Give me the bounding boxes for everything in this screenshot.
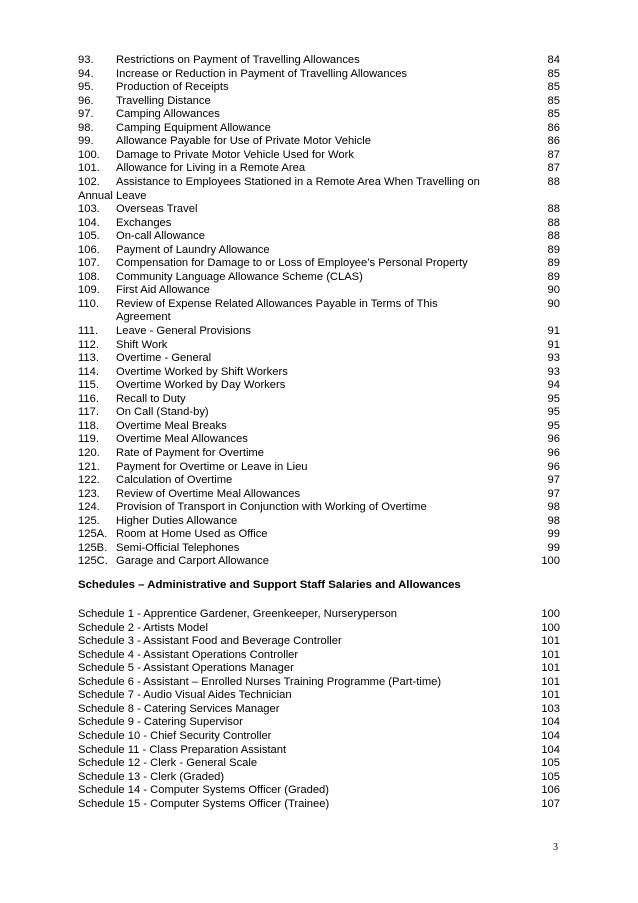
toc-entry-title: Overtime - General <box>116 352 212 365</box>
toc-entry-page: 89 <box>547 270 560 283</box>
toc-entry-page: 95 <box>547 419 560 432</box>
toc-entry-title: Restrictions on Payment of Travelling Allowances <box>116 54 360 66</box>
toc-entry-number: 119. <box>78 433 99 446</box>
schedule-entry-title: Schedule 10 - Chief Security Controller <box>78 729 272 742</box>
toc-entry <box>78 461 562 475</box>
toc-entry-number: 124. <box>78 501 100 514</box>
toc-entry-title: Shift Work <box>116 338 168 351</box>
schedule-entry <box>78 730 562 744</box>
toc-entry-page: 97 <box>547 474 560 487</box>
toc-entry <box>78 325 562 339</box>
toc-entry-page: 87 <box>547 162 560 175</box>
toc-entry-title: Garage and Carport Allowance <box>116 555 269 568</box>
toc-entry-title: Increase or Reduction in Payment of Travelling Allowances <box>116 67 408 80</box>
schedule-entry-page: 104 <box>541 729 560 742</box>
toc-entry-title: Allowance for Living in a Remote Area <box>116 162 306 175</box>
schedule-entry-title: Schedule 7 - Audio Visual Aides Technician <box>78 689 292 702</box>
schedule-entry <box>78 649 562 663</box>
toc-entry-number: 100. <box>78 148 100 161</box>
toc-entry-number: 99. <box>78 135 94 148</box>
schedule-entry-title: Schedule 11 - Class Preparation Assistant <box>78 743 287 756</box>
toc-entry <box>78 149 562 163</box>
toc-entry-title: Leave - General Provisions <box>116 325 251 337</box>
toc-entry-number: 96. <box>78 94 94 107</box>
toc-entry-continuation <box>78 311 562 325</box>
toc-entry-continuation <box>78 190 562 204</box>
toc-entry <box>78 203 562 217</box>
toc-entry-page: 85 <box>547 67 560 80</box>
toc-entry-page: 85 <box>547 108 560 121</box>
toc-entry-title: Overseas Travel <box>116 203 198 216</box>
toc-entry <box>78 393 562 407</box>
schedule-entry-title: Schedule 9 - Catering Supervisor <box>78 716 243 729</box>
toc-entry-page: 97 <box>547 487 560 500</box>
schedule-entry <box>78 689 562 703</box>
toc-entry-number: 105. <box>78 230 100 243</box>
schedule-entry <box>78 635 562 649</box>
toc-entry-page: 86 <box>547 121 560 134</box>
toc-entry-title: Payment of Laundry Allowance <box>116 243 270 256</box>
page-number: 3 <box>553 842 558 853</box>
toc-entry-page: 91 <box>547 338 560 351</box>
toc-entry-title: Semi-Official Telephones <box>116 541 240 554</box>
toc-entry-page: 90 <box>547 297 560 310</box>
toc-entry-page: 95 <box>547 392 560 405</box>
toc-entry-title: Camping Equipment Allowance <box>116 121 271 134</box>
toc-entry-title: Travelling Distance <box>116 94 211 107</box>
toc-entry-title: Rate of Payment for Overtime <box>116 446 264 459</box>
toc-entry <box>78 366 562 380</box>
toc-entry-page: 94 <box>547 379 560 392</box>
schedule-entry <box>78 771 562 785</box>
toc-entry-number: 116. <box>78 392 99 405</box>
toc-entry-title: On Call (Stand-by) <box>116 406 209 419</box>
toc-entry <box>78 271 562 285</box>
toc-entry-title: Higher Duties Allowance <box>116 514 238 527</box>
toc-entry-page: 89 <box>547 257 560 270</box>
toc-entry-number: 103. <box>78 203 100 216</box>
schedule-entry <box>78 798 562 812</box>
toc-entry-page: 88 <box>547 175 560 188</box>
toc-entry-page: 84 <box>547 54 560 66</box>
toc-entry <box>78 81 562 95</box>
toc-entry-title: Review of Expense Related Allowances Payable in Terms of This <box>116 297 438 310</box>
toc-entry <box>78 135 562 149</box>
toc-entry-title: Overtime Worked by Day Workers <box>116 379 286 392</box>
toc-entry-page: 99 <box>547 528 560 541</box>
schedule-entry-page: 101 <box>541 675 560 688</box>
schedule-entry-page: 104 <box>541 716 560 729</box>
schedule-entry <box>78 676 562 690</box>
toc-entry-number: 110. <box>78 297 99 310</box>
toc-entry-title: Overtime Meal Allowances <box>116 433 248 446</box>
toc-entry <box>78 420 562 434</box>
toc-entry <box>78 230 562 244</box>
toc-entry-title: Room at Home Used as Office <box>116 528 268 541</box>
toc-entry-number: 121. <box>78 460 100 473</box>
schedule-entry <box>78 784 562 798</box>
schedule-entry-page: 105 <box>541 770 560 783</box>
schedule-entry-page: 100 <box>541 621 560 634</box>
toc-entry <box>78 162 562 176</box>
schedule-entry <box>78 744 562 758</box>
toc-entry-number: 101. <box>78 162 100 175</box>
toc-entry-title: Provision of Transport in Conjunction with Working of Overtime <box>116 501 427 514</box>
toc-entry-page: 88 <box>547 216 560 229</box>
toc-entry-page: 90 <box>547 284 560 297</box>
toc-entry <box>78 542 562 556</box>
toc-entry-title: Calculation of Overtime <box>116 474 233 487</box>
toc-entry <box>78 474 562 488</box>
schedule-entry-title: Schedule 3 - Assistant Food and Beverage Controller <box>78 635 342 648</box>
toc-entry-number: 125C. <box>78 555 108 568</box>
toc-entry-title: Overtime Worked by Shift Workers <box>116 365 288 378</box>
toc-entry-number: 93. <box>78 54 94 66</box>
schedule-entry-page: 104 <box>541 743 560 756</box>
toc-entry <box>78 528 562 542</box>
schedule-entry-page: 106 <box>541 784 560 797</box>
toc-entry <box>78 433 562 447</box>
toc-entry-page: 96 <box>547 433 560 446</box>
toc-entry-title: Community Language Allowance Scheme (CLAS) <box>116 270 363 283</box>
toc-entry-number: 107. <box>78 257 100 270</box>
toc-entry-page: 89 <box>547 243 560 256</box>
toc-entry <box>78 406 562 420</box>
toc-entry-page: 93 <box>547 352 560 365</box>
toc-entry <box>78 298 562 312</box>
toc-entry-page: 85 <box>547 81 560 94</box>
toc-entry-page: 86 <box>547 135 560 148</box>
schedule-entry-page: 101 <box>541 662 560 675</box>
toc-entry-page: 96 <box>547 446 560 459</box>
toc-entry-title: Payment for Overtime or Leave in Lieu <box>116 460 308 473</box>
schedules-heading: Schedules – Administrative and Support Staff Salaries and Allowances <box>78 579 461 591</box>
schedule-entry-page: 107 <box>541 797 560 810</box>
schedule-entry-page: 103 <box>541 702 560 715</box>
toc-entry-number: 117. <box>78 406 99 419</box>
schedule-entry-title: Schedule 15 - Computer Systems Officer (Trainee) <box>78 797 330 810</box>
schedule-entry <box>78 622 562 636</box>
schedule-entry-title: Schedule 5 - Assistant Operations Manager <box>78 662 294 675</box>
toc-entry-continuation-text: Agreement <box>116 311 171 324</box>
toc-entry <box>78 217 562 231</box>
toc-entry-number: 108. <box>78 270 100 283</box>
schedule-entry-page: 101 <box>541 635 560 648</box>
toc-entry-number: 125. <box>78 514 100 527</box>
toc-entry <box>78 122 562 136</box>
schedule-entry-title: Schedule 2 - Artists Model <box>78 621 208 634</box>
toc-entry-number: 115. <box>78 379 99 392</box>
toc-entry-page: 88 <box>547 230 560 243</box>
toc-entry-number: 125B. <box>78 541 108 554</box>
schedule-entry <box>78 757 562 771</box>
schedule-entry <box>78 608 562 622</box>
toc-entry-number: 111. <box>78 325 99 337</box>
schedule-entry-title: Schedule 4 - Assistant Operations Controller <box>78 648 299 661</box>
toc-entry-title: Exchanges <box>116 216 172 229</box>
toc-entry-title: Compensation for Damage to or Loss of Employee’s Personal Property <box>116 257 468 270</box>
toc-entry <box>78 447 562 461</box>
schedule-entry-title: Schedule 12 - Clerk - General Scale <box>78 757 258 770</box>
toc-entry-page: 96 <box>547 460 560 473</box>
toc-entry <box>78 488 562 502</box>
toc-entry-page: 93 <box>547 365 560 378</box>
schedule-entry-title: Schedule 13 - Clerk (Graded) <box>78 770 225 783</box>
toc-entry <box>78 176 562 190</box>
toc-entry <box>78 54 562 68</box>
toc-entry-number: 120. <box>78 446 100 459</box>
toc-entry-title: Overtime Meal Breaks <box>116 419 227 432</box>
toc-entry-title: Recall to Duty <box>116 392 186 405</box>
toc-entry-page: 100 <box>541 555 560 568</box>
toc-entry-number: 123. <box>78 487 100 500</box>
schedule-entry-page: 101 <box>541 689 560 702</box>
toc-entry <box>78 95 562 109</box>
schedule-entry-page: 101 <box>541 648 560 661</box>
schedule-entry <box>78 703 562 717</box>
toc-entry <box>78 108 562 122</box>
toc-entry-title: On-call Allowance <box>116 230 205 243</box>
schedule-entry <box>78 662 562 676</box>
toc-entry-number: 94. <box>78 67 94 80</box>
schedule-entry-title: Schedule 1 - Apprentice Gardener, Greenkeeper, Nurseryperson <box>78 608 398 620</box>
toc-entry-page: 98 <box>547 501 560 514</box>
toc-entry <box>78 379 562 393</box>
toc-entry <box>78 501 562 515</box>
toc-entry-number: 109. <box>78 284 100 297</box>
toc-entry-page: 91 <box>547 325 560 337</box>
toc-entry-title: Production of Receipts <box>116 81 229 94</box>
toc-entry-title: Assistance to Employees Stationed in a Remote Area When Travelling on <box>116 175 480 188</box>
toc-entry-title: Camping Allowances <box>116 108 220 121</box>
schedule-entry-title: Schedule 6 - Assistant – Enrolled Nurses Training Programme (Part-time) <box>78 675 442 688</box>
toc-entry-number: 122. <box>78 474 100 487</box>
toc-entry <box>78 515 562 529</box>
toc-entry-page: 99 <box>547 541 560 554</box>
toc-entry-page: 87 <box>547 148 560 161</box>
toc-entry <box>78 555 562 569</box>
toc-entry-number: 97. <box>78 108 94 121</box>
toc-entry <box>78 244 562 258</box>
toc-entry-page: 95 <box>547 406 560 419</box>
toc-entry-title: First Aid Allowance <box>116 284 210 297</box>
toc-entry-number: 102. <box>78 175 100 188</box>
toc-entry-number: 114. <box>78 365 99 378</box>
toc-entry-number: 104. <box>78 216 100 229</box>
toc-entry-number: 106. <box>78 243 100 256</box>
toc-entry-continuation-text: Annual Leave <box>78 189 147 202</box>
toc-entry-number: 113. <box>78 352 99 365</box>
toc-entry-number: 112. <box>78 338 99 351</box>
toc-entry-page: 85 <box>547 94 560 107</box>
toc-entry-title: Damage to Private Motor Vehicle Used for Work <box>116 148 354 161</box>
schedule-entry-title: Schedule 14 - Computer Systems Officer (Graded) <box>78 784 329 797</box>
toc-entry-number: 98. <box>78 121 94 134</box>
toc-entry <box>78 339 562 353</box>
schedule-entry <box>78 716 562 730</box>
toc-entry-title: Review of Overtime Meal Allowances <box>116 487 301 500</box>
toc-entry <box>78 352 562 366</box>
schedule-entry-page: 100 <box>541 608 560 620</box>
schedule-entry-page: 105 <box>541 757 560 770</box>
schedule-entry-title: Schedule 8 - Catering Services Manager <box>78 702 280 715</box>
toc-entry-number: 95. <box>78 81 94 94</box>
toc-entry-number: 118. <box>78 419 99 432</box>
toc-entry-title: Allowance Payable for Use of Private Motor Vehicle <box>116 135 371 148</box>
toc-entry-page: 98 <box>547 514 560 527</box>
toc-entry-number: 125A. <box>78 528 108 541</box>
toc-entry <box>78 68 562 82</box>
toc-entry <box>78 284 562 298</box>
toc-entry <box>78 257 562 271</box>
toc-entry-page: 88 <box>547 203 560 216</box>
